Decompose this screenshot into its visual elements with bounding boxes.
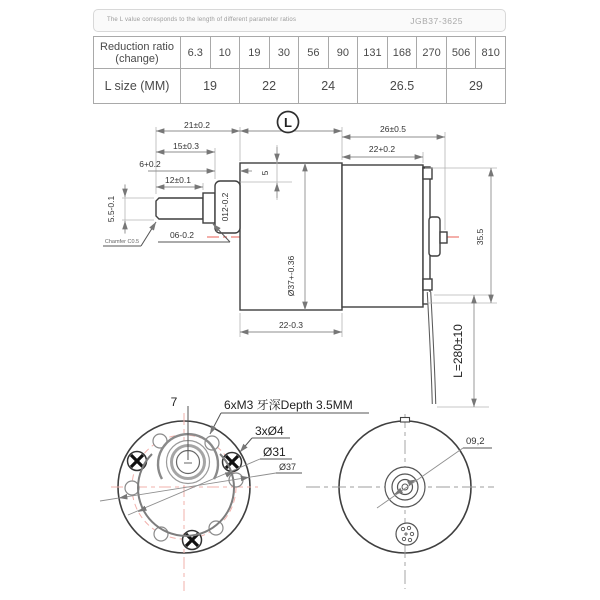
label-outer-dia: Ø37: [279, 462, 297, 472]
dim-gearbox-width: 22-0.3: [278, 320, 304, 330]
model-number: JGB37-3625: [410, 16, 463, 26]
ratio-cell: 810: [476, 37, 506, 69]
front-view: [100, 395, 369, 591]
dim-body-dia: Ø37+-0.36: [286, 255, 296, 297]
terminal-connector: [396, 523, 418, 545]
motor-body-outline: [342, 165, 423, 307]
chamfer-note: Chamfer C0.5: [104, 239, 140, 245]
dim-bushing-len: 6+0.2: [139, 159, 161, 169]
dim-motor-len: 22+0.2: [368, 144, 396, 154]
ratio-cell: 506: [446, 37, 476, 69]
header-note: The L value corresponds to the length of different parameter ratios: [107, 17, 297, 23]
dim-motor-dia: 35.5: [475, 228, 485, 246]
dim-shaft-to-step: 15±0.3: [173, 141, 199, 151]
rear-shaft-nub: [440, 232, 447, 243]
dim-shaft-dia: 06-0.2: [169, 230, 195, 240]
ratio-cell: 6.3: [181, 37, 211, 69]
ratio-cell: 10: [210, 37, 240, 69]
dim-wire-len: L=280±10: [451, 324, 465, 378]
lsize-cell: 22: [240, 69, 299, 104]
ratio-cell: 131: [358, 37, 388, 69]
output-shaft: [156, 198, 203, 219]
side-view: [103, 112, 497, 408]
ratio-cell: 19: [240, 37, 270, 69]
gearbox-length-symbol: L: [284, 115, 292, 130]
dim-bushing-dia: 012-0.2: [220, 192, 230, 222]
label-shaft-offset: 7: [170, 395, 178, 409]
ratio-cell: 90: [328, 37, 358, 69]
label-bolt-circle: Ø31: [263, 445, 286, 459]
label-hole-callout: 3xØ4: [255, 424, 284, 438]
dim-motor-total: 26±0.5: [380, 124, 406, 134]
ratio-row-label: Reduction ratio (change): [94, 37, 181, 69]
ratio-cell: 30: [269, 37, 299, 69]
rear-boss: [429, 217, 440, 256]
brush-cap-bottom: [423, 279, 432, 290]
ratio-cell: 270: [417, 37, 447, 69]
rear-top-notch: [401, 418, 410, 423]
label-boss-dia: 09,2: [466, 436, 485, 447]
lsize-row-label: L size (MM): [94, 69, 181, 104]
lsize-cell: 19: [181, 69, 240, 104]
ratio-cell: 56: [299, 37, 329, 69]
dim-shaft-flat-len: 12±0.1: [165, 175, 191, 185]
rear-view: [306, 414, 494, 589]
ratio-cell: 168: [387, 37, 417, 69]
shaft-collar: [203, 193, 215, 223]
dim-face-offset: 5: [260, 170, 270, 176]
screw-icon: [128, 452, 147, 471]
dim-shaft-total: 21±0.2: [184, 120, 210, 130]
label-screw-callout: 6xM3 牙深Depth 3.5MM: [224, 398, 353, 412]
lsize-cell: 26.5: [358, 69, 447, 104]
dim-shaft-flat-dia: 5.5-0.1: [106, 195, 116, 223]
lsize-cell: 24: [299, 69, 358, 104]
lsize-cell: 29: [446, 69, 505, 104]
brush-cap-top: [423, 168, 432, 179]
